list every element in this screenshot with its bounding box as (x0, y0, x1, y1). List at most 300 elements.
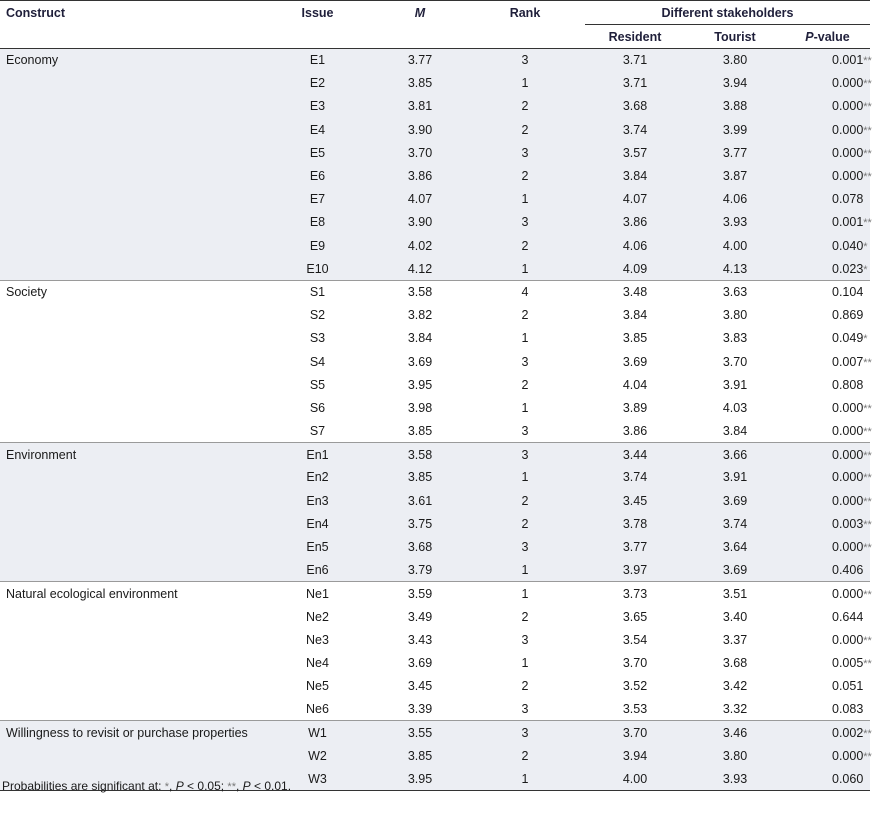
table-row (0, 141, 870, 164)
header-issue: Issue (301, 5, 334, 20)
construct-cell: Willingness to revisit or purchase properties (0, 721, 260, 744)
issue-cell: E4 (260, 118, 375, 141)
construct-cell (0, 164, 260, 187)
issue-cell: Ne3 (306, 632, 329, 647)
resident-cell: 3.70 (585, 721, 685, 744)
p-value-cell (785, 443, 870, 466)
p-value-cell (785, 721, 870, 744)
construct-cell: Economy (0, 49, 260, 72)
tourist-cell: 3.94 (685, 72, 785, 95)
construct-cell (0, 628, 260, 651)
issue-cell: S7 (309, 423, 326, 438)
rank-cell: 1 (465, 767, 585, 790)
table-row (0, 651, 870, 674)
construct-cell (0, 350, 260, 373)
rank-cell: 1 (465, 582, 585, 605)
rank-cell: 2 (465, 164, 585, 187)
construct-cell (0, 188, 260, 211)
mean-cell: 3.75 (375, 512, 465, 535)
table-row (0, 118, 870, 141)
mean-cell: 3.95 (407, 377, 433, 392)
resident-cell: 4.09 (585, 257, 685, 280)
resident-cell: 4.00 (585, 767, 685, 790)
resident-cell: 3.45 (585, 489, 685, 512)
issue-cell: En5 (260, 535, 375, 558)
mean-cell: 3.69 (407, 354, 433, 369)
resident-cell: 4.06 (585, 234, 685, 257)
issue-cell: En3 (260, 489, 375, 512)
resident-cell: 4.07 (585, 188, 685, 211)
rank-cell: 1 (465, 257, 585, 280)
resident-cell: 4.04 (622, 377, 648, 392)
issue-cell: En4 (260, 512, 375, 535)
resident-cell: 3.94 (585, 744, 685, 767)
table-row (0, 280, 870, 303)
p-value: 0.000 (832, 169, 864, 184)
significance-mark: ** (863, 78, 872, 91)
issue-cell: Ne5 (306, 679, 329, 694)
mean-cell: 3.86 (375, 164, 465, 187)
resident-cell: 3.69 (622, 354, 648, 369)
resident-cell: 3.71 (585, 72, 685, 95)
p-value-cell (785, 489, 870, 512)
construct-cell (0, 420, 260, 443)
significance-mark: ** (863, 425, 872, 438)
rank-cell: 3 (465, 721, 585, 744)
resident-cell: 3.65 (622, 609, 648, 624)
p-value-cell (785, 373, 870, 396)
resident-cell: 3.52 (622, 679, 648, 694)
table-row (0, 327, 870, 350)
issue-cell: Ne6 (306, 702, 329, 717)
rank-cell: 3 (521, 354, 529, 369)
p-value: 0.001 (832, 53, 864, 68)
rank-cell: 2 (465, 234, 585, 257)
table-row (0, 211, 870, 234)
table-row (0, 304, 870, 327)
construct-cell (0, 489, 260, 512)
issue-cell: En6 (260, 559, 375, 582)
issue-cell: E10 (260, 257, 375, 280)
tourist-cell: 3.51 (685, 582, 785, 605)
table-row (0, 744, 870, 767)
p-value-cell (785, 582, 870, 605)
table-row (0, 721, 870, 744)
mean-cell: 3.81 (375, 95, 465, 118)
tourist-cell: 3.69 (685, 489, 785, 512)
p-value-cell (785, 164, 870, 187)
rank-cell: 2 (521, 609, 529, 624)
p-value-cell (785, 535, 870, 558)
p-value: 0.644 (832, 609, 864, 624)
tourist-cell: 4.13 (685, 257, 785, 280)
issue-cell: S2 (309, 308, 326, 323)
resident-cell: 3.86 (622, 423, 648, 438)
resident-cell: 3.53 (622, 702, 648, 717)
tourist-cell: 3.66 (685, 443, 785, 466)
p-value: 0.002 (832, 725, 864, 740)
significance-mark: * (863, 263, 868, 276)
p-value-cell (785, 118, 870, 141)
construct-cell (0, 512, 260, 535)
construct-cell (0, 211, 260, 234)
p-value-cell (785, 651, 870, 674)
construct-cell (0, 234, 260, 257)
significance-mark: ** (863, 542, 872, 555)
p-value: 0.078 (832, 192, 864, 207)
tourist-cell: 3.91 (722, 377, 748, 392)
p-value: 0.040 (832, 238, 864, 253)
table-body (0, 49, 870, 791)
table-row (0, 605, 870, 628)
rank-cell: 2 (521, 679, 529, 694)
construct-cell (0, 373, 260, 396)
resident-cell: 3.78 (585, 512, 685, 535)
significance-mark: ** (863, 727, 872, 740)
resident-cell: 3.89 (622, 400, 648, 415)
p-value: 0.000 (832, 122, 864, 137)
p-value-cell (785, 327, 870, 350)
construct-cell (0, 72, 260, 95)
resident-cell: 3.84 (622, 308, 648, 323)
header-tourist: Tourist (714, 29, 756, 44)
rank-cell: 3 (465, 443, 585, 466)
p-value: 0.049 (832, 331, 864, 346)
significance-mark: ** (863, 356, 872, 369)
issue-cell: E3 (260, 95, 375, 118)
significance-mark: ** (863, 750, 872, 763)
mean-cell: 3.85 (375, 72, 465, 95)
table-row (0, 164, 870, 187)
construct-cell: Environment (0, 443, 260, 466)
p-value-cell (785, 767, 870, 790)
rank-cell: 3 (465, 535, 585, 558)
table-row (0, 95, 870, 118)
p-value: 0.808 (832, 377, 864, 392)
rank-cell: 3 (521, 702, 529, 717)
issue-cell: S4 (309, 354, 326, 369)
p-value: 0.023 (832, 261, 864, 276)
header-construct: Construct (6, 5, 66, 20)
p-value-cell (785, 559, 870, 582)
table-row (0, 443, 870, 466)
tourist-cell: 4.03 (722, 400, 748, 415)
p-value: 0.003 (832, 516, 864, 531)
header-p-value: P-value (805, 29, 850, 44)
p-value: 0.000 (832, 540, 864, 555)
rank-cell: 2 (465, 512, 585, 535)
p-value: 0.083 (832, 702, 864, 717)
mean-cell: 3.90 (375, 118, 465, 141)
construct-cell (0, 327, 260, 350)
mean-cell: 3.58 (375, 280, 465, 303)
p-value: 0.005 (832, 655, 864, 670)
rank-cell: 1 (521, 655, 529, 670)
issue-cell: E9 (260, 234, 375, 257)
construct-cell (0, 651, 260, 674)
p-value: 0.051 (832, 679, 864, 694)
tourist-cell: 3.93 (685, 211, 785, 234)
rank-cell: 3 (465, 211, 585, 234)
rank-cell: 3 (521, 632, 529, 647)
tourist-cell: 3.46 (685, 721, 785, 744)
table-row (0, 628, 870, 651)
mean-cell: 3.98 (407, 400, 433, 415)
rank-cell: 1 (465, 72, 585, 95)
resident-cell: 3.74 (585, 466, 685, 489)
mean-cell: 3.68 (375, 535, 465, 558)
construct-cell (0, 535, 260, 558)
table-row (0, 188, 870, 211)
tourist-cell: 3.42 (722, 679, 748, 694)
construct-cell (0, 257, 260, 280)
header-mean: M (414, 5, 426, 20)
issue-cell: E8 (260, 211, 375, 234)
table-row (0, 49, 870, 72)
significance-mark: ** (863, 217, 872, 230)
mean-cell: 3.82 (407, 308, 433, 323)
significance-mark: ** (863, 588, 872, 601)
table-row (0, 489, 870, 512)
tourist-cell: 3.77 (685, 141, 785, 164)
tourist-cell: 3.93 (685, 767, 785, 790)
construct-cell: Society (0, 280, 260, 303)
p-value: 0.000 (832, 400, 864, 415)
resident-cell: 3.73 (585, 582, 685, 605)
p-value: 0.000 (832, 423, 864, 438)
p-value-cell (785, 304, 870, 327)
issue-cell: En1 (260, 443, 375, 466)
p-value: 0.000 (832, 493, 864, 508)
header-resident: Resident (608, 29, 662, 44)
table-row (0, 559, 870, 582)
rank-cell: 2 (465, 744, 585, 767)
mean-cell: 3.45 (407, 679, 433, 694)
tourist-cell: 3.87 (685, 164, 785, 187)
p-value-cell (785, 234, 870, 257)
table-row (0, 512, 870, 535)
significance-mark: ** (863, 402, 872, 415)
p-value-cell (785, 744, 870, 767)
table-row (0, 72, 870, 95)
issue-cell: E6 (260, 164, 375, 187)
mean-cell: 3.61 (375, 489, 465, 512)
tourist-cell: 3.74 (685, 512, 785, 535)
significance-mark: ** (863, 472, 872, 485)
header-rank: Rank (509, 5, 541, 20)
significance-mark: ** (863, 147, 872, 160)
resident-cell: 3.84 (585, 164, 685, 187)
p-value-cell (785, 188, 870, 211)
tourist-cell: 3.64 (685, 535, 785, 558)
table-row (0, 582, 870, 605)
rank-cell: 2 (521, 308, 529, 323)
significance-mark: ** (863, 634, 872, 647)
rank-cell: 1 (465, 188, 585, 211)
p-value-cell (785, 512, 870, 535)
p-value-cell (785, 350, 870, 373)
construct-cell: Natural ecological environment (0, 582, 260, 605)
issue-cell: W2 (260, 744, 375, 767)
p-value-cell (785, 49, 870, 72)
rank-cell: 1 (465, 466, 585, 489)
p-value-cell (785, 675, 870, 698)
p-value: 0.104 (832, 285, 864, 300)
significance-mark: ** (863, 55, 872, 68)
mean-cell: 3.39 (407, 702, 433, 717)
mean-cell: 3.85 (407, 423, 433, 438)
tourist-cell: 4.06 (685, 188, 785, 211)
construct-cell (0, 396, 260, 419)
p-value-cell (785, 72, 870, 95)
p-value: 0.000 (832, 632, 864, 647)
mean-cell: 4.12 (375, 257, 465, 280)
construct-cell (0, 744, 260, 767)
tourist-cell: 3.88 (685, 95, 785, 118)
resident-cell: 3.97 (585, 559, 685, 582)
p-value-cell (785, 628, 870, 651)
rank-cell: 1 (521, 331, 529, 346)
mean-cell: 3.85 (375, 744, 465, 767)
tourist-cell: 3.99 (685, 118, 785, 141)
table-footnote: Probabilities are significant at: *, P < 0.05; **, P < 0.01. (2, 779, 292, 793)
p-value-cell (785, 280, 870, 303)
tourist-cell: 3.40 (722, 609, 748, 624)
mean-cell: 3.43 (407, 632, 433, 647)
significance-mark: ** (863, 518, 872, 531)
tourist-cell: 3.80 (722, 308, 748, 323)
mean-cell: 4.07 (375, 188, 465, 211)
issue-cell: Ne2 (306, 609, 329, 624)
construct-cell (0, 675, 260, 698)
table-row (0, 350, 870, 373)
construct-cell (0, 605, 260, 628)
tourist-cell: 3.84 (722, 423, 748, 438)
p-value: 0.000 (832, 76, 864, 91)
resident-cell: 3.77 (585, 535, 685, 558)
resident-cell: 3.86 (585, 211, 685, 234)
p-value: 0.060 (832, 771, 864, 786)
significance-mark: ** (863, 449, 872, 462)
issue-cell: E7 (260, 188, 375, 211)
resident-cell: 3.48 (585, 280, 685, 303)
mean-cell: 3.77 (375, 49, 465, 72)
rank-cell: 3 (521, 423, 529, 438)
tourist-cell: 3.69 (685, 559, 785, 582)
significance-mark: * (863, 240, 868, 253)
mean-cell: 3.58 (375, 443, 465, 466)
mean-cell: 3.84 (407, 331, 433, 346)
mean-cell: 3.69 (407, 655, 433, 670)
construct-cell (0, 95, 260, 118)
issue-cell: En2 (260, 466, 375, 489)
resident-cell: 3.74 (585, 118, 685, 141)
tourist-cell: 4.00 (685, 234, 785, 257)
resident-cell: 3.70 (622, 655, 648, 670)
tourist-cell: 3.68 (722, 655, 748, 670)
construct-cell (0, 466, 260, 489)
rank-cell: 3 (465, 141, 585, 164)
p-value-cell (785, 396, 870, 419)
tourist-cell: 3.32 (722, 702, 748, 717)
rank-cell: 2 (465, 118, 585, 141)
tourist-cell: 3.91 (685, 466, 785, 489)
issue-cell: E2 (260, 72, 375, 95)
significance-mark: ** (863, 101, 872, 114)
issue-cell: E1 (260, 49, 375, 72)
rank-cell: 2 (465, 489, 585, 512)
table-row (0, 535, 870, 558)
rank-cell: 3 (465, 49, 585, 72)
resident-cell: 3.57 (585, 141, 685, 164)
mean-cell: 3.70 (375, 141, 465, 164)
mean-cell: 3.59 (375, 582, 465, 605)
p-value: 0.000 (832, 447, 864, 462)
mean-cell: 3.49 (407, 609, 433, 624)
table-row (0, 420, 870, 443)
p-value-cell (785, 466, 870, 489)
p-value: 0.000 (832, 748, 864, 763)
issue-cell: W3 (260, 767, 375, 790)
p-value: 0.869 (832, 308, 864, 323)
tourist-cell: 3.37 (722, 632, 748, 647)
p-value-cell (785, 605, 870, 628)
significance-mark: ** (863, 657, 872, 670)
table-row (0, 257, 870, 280)
construct-cell (0, 559, 260, 582)
rank-cell: 1 (521, 400, 529, 415)
p-value: 0.000 (832, 145, 864, 160)
issue-cell: Ne1 (260, 582, 375, 605)
table-row (0, 234, 870, 257)
mean-cell: 3.85 (375, 466, 465, 489)
p-value: 0.007 (832, 354, 864, 369)
table-row (0, 373, 870, 396)
tourist-cell: 3.70 (722, 354, 748, 369)
p-value-cell (785, 211, 870, 234)
tourist-cell: 3.83 (722, 331, 748, 346)
issue-cell: S3 (309, 331, 326, 346)
tourist-cell: 3.63 (685, 280, 785, 303)
table-row (0, 396, 870, 419)
p-value-cell (785, 141, 870, 164)
p-value: 0.001 (832, 215, 864, 230)
header-stakeholders: Different stakeholders (585, 1, 870, 25)
significance-mark: ** (863, 171, 872, 184)
issue-cell: S5 (309, 377, 326, 392)
construct-cell (0, 698, 260, 721)
tourist-cell: 3.80 (685, 744, 785, 767)
p-value-cell (785, 95, 870, 118)
significance-mark: ** (863, 124, 872, 137)
resident-cell: 3.44 (585, 443, 685, 466)
mean-cell: 3.55 (375, 721, 465, 744)
construct-cell (0, 141, 260, 164)
mean-cell: 4.02 (375, 234, 465, 257)
resident-cell: 3.85 (622, 331, 648, 346)
rank-cell: 4 (465, 280, 585, 303)
significance-mark: * (863, 333, 868, 346)
construct-cell (0, 304, 260, 327)
table-row (0, 675, 870, 698)
table-row (0, 466, 870, 489)
issue-cell: E5 (260, 141, 375, 164)
table-header (0, 1, 870, 49)
p-value-cell (785, 257, 870, 280)
mean-cell: 3.90 (375, 211, 465, 234)
resident-cell: 3.71 (585, 49, 685, 72)
issue-cell: S6 (309, 400, 326, 415)
